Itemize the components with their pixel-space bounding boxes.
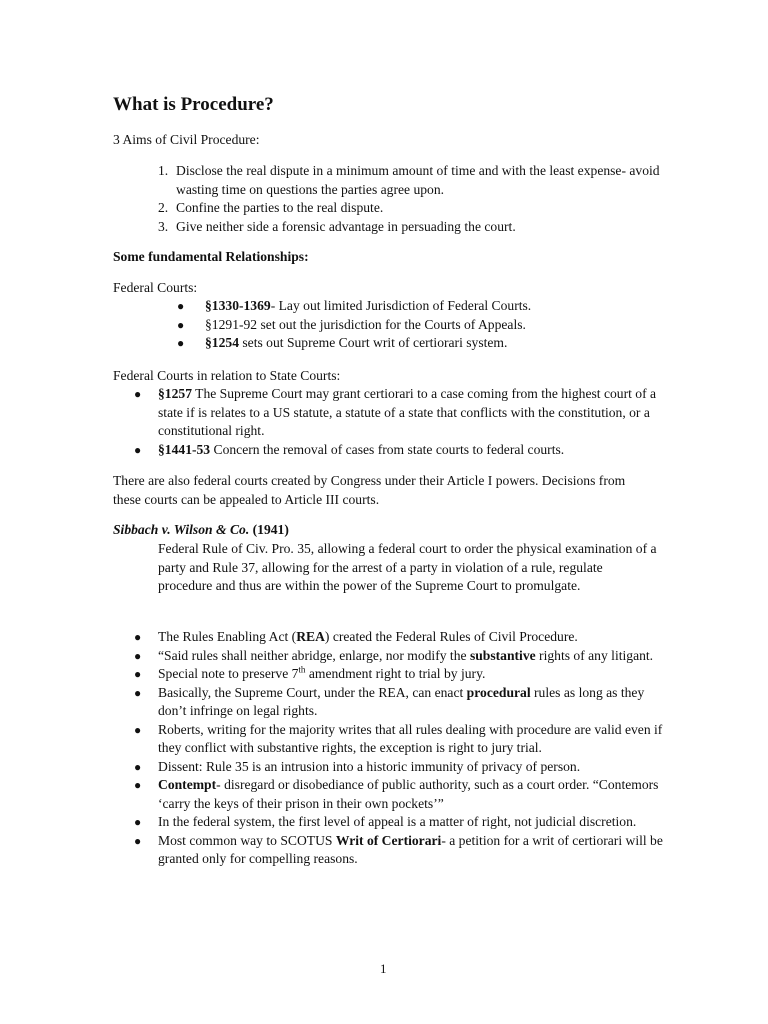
list-item bbox=[177, 316, 645, 335]
list-item-text: Roberts, writing for the majority writes that all rules dealing with procedure are valid even if they conflict with substantive rights, the exception is right to jury trial. bbox=[158, 721, 663, 755]
emphasis-text: procedural bbox=[466, 684, 531, 700]
list-item-text: sets out Supreme Court writ of certiorari system. bbox=[238, 335, 508, 350]
text-segment: - disregard or disobediance of public authority, such as a court order. “Contemors ‘carry the keys of their prison in their own pockets’” bbox=[158, 777, 659, 811]
list-number: 3. bbox=[158, 218, 169, 234]
list-number: 2. bbox=[158, 200, 169, 215]
bullet-icon: ● bbox=[134, 648, 142, 663]
bullet-icon: ● bbox=[134, 833, 142, 848]
list-item bbox=[177, 334, 645, 353]
list-item bbox=[177, 297, 645, 316]
list-item-text: Disclose the real dispute in a minimum amount of time and with the least expense- avoid wasting time on questions the parties agree upon. bbox=[176, 163, 660, 197]
list-number: 1. bbox=[158, 163, 169, 178]
article-paragraph: There are also federal courts created by Congress under their Article I powers. Decisions from these courts can be appealed to Article III courts. bbox=[113, 473, 626, 507]
list-item bbox=[134, 776, 668, 813]
text-segment: Basically, the Supreme Court, under the REA, can enact bbox=[158, 684, 467, 700]
text-segment: rules as long as they don’t infringe on legal rights. bbox=[158, 684, 645, 718]
statute-citation: §1257 bbox=[158, 386, 192, 401]
list-item bbox=[158, 162, 676, 199]
list-item-text: - Lay out limited Jurisdiction of Federal Courts. bbox=[270, 298, 532, 313]
emphasis-text: REA bbox=[296, 629, 325, 644]
bullet-icon: ● bbox=[177, 299, 185, 313]
state-courts-list bbox=[134, 385, 668, 459]
case-name: Sibbach v. Wilson & Co. bbox=[113, 522, 250, 537]
bullet-icon: ● bbox=[177, 336, 185, 350]
list-item bbox=[134, 813, 668, 832]
case-notes-list bbox=[134, 628, 668, 869]
text-segment: Most common way to SCOTUS bbox=[158, 832, 336, 848]
list-item-text: Dissent: Rule 35 is an intrusion into a historic immunity of privacy of person. bbox=[158, 758, 581, 774]
list-item-text: Give neither side a forensic advantage in persuading the court. bbox=[176, 218, 516, 234]
text-segment: Special note to preserve 7 bbox=[158, 666, 299, 681]
bullet-icon: ● bbox=[134, 778, 142, 792]
aims-list bbox=[158, 162, 676, 236]
list-item bbox=[134, 628, 668, 647]
emphasis-text: Contempt bbox=[158, 777, 217, 792]
emphasis-text: substantive bbox=[469, 647, 536, 663]
case-heading bbox=[113, 521, 673, 540]
bullet-icon: ● bbox=[134, 387, 142, 401]
federal-courts-heading: Federal Courts: bbox=[113, 280, 198, 295]
list-item-text: In the federal system, the first level of appeal is a matter of right, not judicial discretion. bbox=[158, 814, 637, 829]
bullet-icon: ● bbox=[134, 667, 142, 681]
list-item bbox=[134, 647, 668, 666]
superscript-text: th bbox=[298, 664, 306, 675]
list-item bbox=[134, 385, 668, 441]
statute-citation: §1254 bbox=[205, 335, 239, 350]
list-item bbox=[134, 664, 668, 684]
list-item bbox=[134, 721, 668, 758]
statute-citation: §1330-1369 bbox=[205, 298, 271, 313]
case-summary: Federal Rule of Civ. Pro. 35, allowing a federal court to order the physical examination of a party and Rule 37, allowing for the arrest of a party in violation of a rule, regulate procedure and thus are within the power of the Supreme Court to promulgate. bbox=[158, 541, 657, 593]
bullet-icon: ● bbox=[134, 759, 142, 774]
bullet-icon: ● bbox=[134, 442, 142, 457]
emphasis-text: Writ of Certiorari bbox=[335, 832, 442, 848]
list-item bbox=[158, 218, 676, 237]
list-item-text: §1291-92 set out the jurisdiction for the Courts of Appeals. bbox=[205, 316, 526, 332]
federal-courts-list bbox=[177, 297, 645, 353]
list-item-text: Concern the removal of cases from state courts to federal courts. bbox=[210, 441, 565, 457]
text-segment: ) created the Federal Rules of Civil Procedure. bbox=[324, 629, 578, 644]
list-item-text: The Supreme Court may grant certiorari to a case coming from the highest court of a state if is relates to a US statute, a statute of a state that conflicts with the constitution, or a constitutional right. bbox=[158, 386, 657, 438]
page-title: What is Procedure? bbox=[113, 94, 274, 115]
page-number: 1 bbox=[380, 961, 387, 976]
text-segment: - a petition for a writ of certiorari will be granted only for compelling reasons. bbox=[158, 832, 663, 866]
aims-heading: 3 Aims of Civil Procedure: bbox=[113, 132, 260, 147]
list-item bbox=[134, 684, 668, 721]
state-courts-heading: Federal Courts in relation to State Courts: bbox=[113, 368, 341, 383]
list-item bbox=[134, 758, 668, 777]
bullet-icon: ● bbox=[134, 630, 142, 644]
text-segment: The Rules Enabling Act ( bbox=[158, 629, 297, 644]
list-item bbox=[134, 832, 668, 869]
statute-citation: §1441-53 bbox=[158, 441, 211, 457]
list-item bbox=[134, 441, 668, 460]
text-segment: rights of any litigant. bbox=[535, 647, 654, 663]
text-segment: amendment right to trial by jury. bbox=[305, 666, 486, 681]
text-segment: “Said rules shall neither abridge, enlarge, nor modify the bbox=[158, 647, 470, 663]
list-item-text: Confine the parties to the real dispute. bbox=[176, 200, 384, 215]
list-item bbox=[158, 199, 676, 218]
bullet-icon: ● bbox=[134, 685, 142, 700]
bullet-icon: ● bbox=[177, 317, 185, 332]
fundamentals-heading: Some fundamental Relationships: bbox=[113, 249, 309, 264]
case-year: (1941) bbox=[252, 522, 289, 537]
bullet-icon: ● bbox=[134, 815, 142, 829]
bullet-icon: ● bbox=[134, 722, 142, 737]
